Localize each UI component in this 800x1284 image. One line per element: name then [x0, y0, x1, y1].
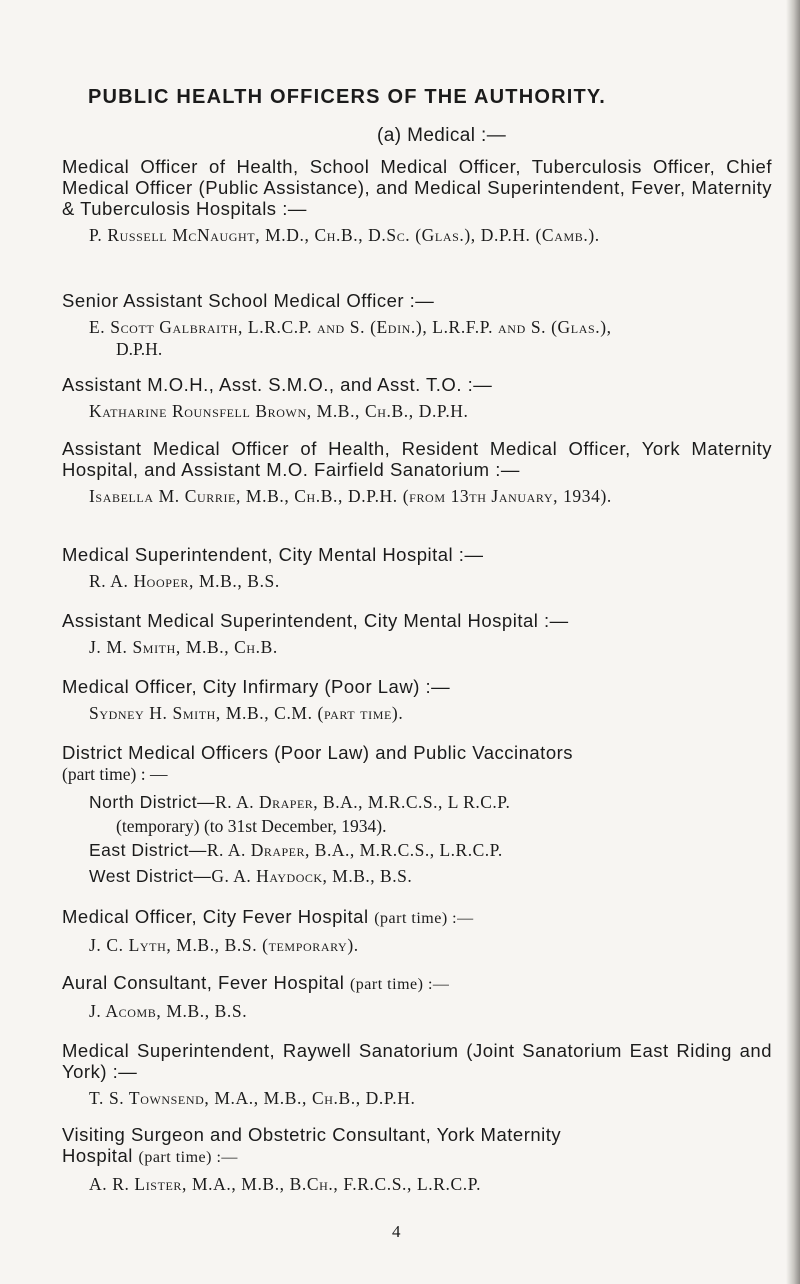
officer-name: E. Scott Galbraith, L.R.C.P. and S. (Edin.), L.R.F.P. and S. (Glas.),	[89, 317, 612, 337]
role-title-note: (part time) :—	[138, 1149, 238, 1166]
entry-medical-officer-of-health	[62, 156, 772, 246]
role-title-note: (part time) :—	[349, 976, 450, 993]
district-label: West District—	[89, 866, 212, 886]
page-title: PUBLIC HEALTH OFFICERS OF THE AUTHORITY.	[88, 86, 606, 108]
role-title-note: (part time) : —	[62, 764, 168, 784]
role-title: Medical Superintendent, City Mental Hospital :—	[62, 544, 484, 565]
role-title: Senior Assistant School Medical Officer :—	[62, 290, 435, 311]
entry-assistant-moh	[62, 374, 772, 422]
officer-name: T. S. Townsend, M.A., M.B., Ch.B., D.P.H.	[89, 1088, 416, 1108]
officer-name: Sydney H. Smith, M.B., C.M. (part time).	[89, 703, 404, 723]
district-west	[89, 863, 772, 889]
officer-name: J. C. Lyth, M.B., B.S. (temporary).	[89, 935, 359, 955]
role-title	[62, 676, 772, 697]
role-title-main: Hospital	[62, 1145, 133, 1166]
officer-name: R. A. Hooper, M.B., B.S.	[89, 571, 280, 591]
officer-name: Katharine Rounsfell Brown, M.B., Ch.B., D.P.H.	[89, 401, 469, 421]
district-officer-name: G. A. Haydock, M.B., B.S.	[211, 866, 413, 886]
role-title-main: Medical Officer, City Fever Hospital	[62, 906, 369, 927]
role-title: Visiting Surgeon and Obstetric Consultant, York Maternity	[62, 1124, 562, 1145]
role-title-continued	[62, 1145, 772, 1168]
district-label: East District—	[89, 840, 207, 860]
entry-senior-assistant-school-medical-officer	[62, 290, 772, 360]
district-east	[89, 837, 772, 863]
entry-aural-consultant	[62, 972, 772, 1022]
role-title: Assistant Medical Superintendent, City Mental Hospital :—	[62, 610, 569, 631]
district-label: North District—	[89, 792, 216, 812]
district-north	[89, 789, 772, 837]
entry-raywell-sanatorium	[62, 1040, 772, 1109]
role-title-note: (part time) :—	[374, 910, 474, 927]
role-title: District Medical Officers (Poor Law) and Public Vaccinators	[62, 742, 574, 763]
entry-medical-superintendent-mental-hospital	[62, 544, 772, 592]
entry-assistant-medical-superintendent	[62, 610, 772, 658]
officer-name: P. Russell McNaught, M.D., Ch.B., D.Sc. (Glas.), D.P.H. (Camb.).	[89, 225, 600, 245]
officer-name: Isabella M. Currie, M.B., Ch.B., D.P.H. (from 13th January, 1934).	[89, 486, 612, 506]
district-officer-name: R. A. Draper, B.A., M.R.C.S., L R.C.P.	[215, 792, 511, 812]
district-officer-note: (temporary) (to 31st December, 1934).	[116, 816, 387, 836]
officer-qualification-continued: D.P.H.	[116, 339, 163, 359]
role-title	[62, 906, 772, 929]
role-title: Medical Superintendent, Raywell Sanatorium (Joint Sanatorium East Riding and York) :—	[62, 1040, 772, 1082]
role-title-main: Aural Consultant, Fever Hospital	[62, 972, 345, 993]
entry-district-medical-officers	[62, 742, 772, 889]
officer-name: A. R. Lister, M.A., M.B., B.Ch., F.R.C.S., L.R.C.P.	[89, 1174, 482, 1194]
role-title: Medical Officer of Health, School Medical Officer, Tuberculosis Officer, Chief Medical Officer (Public Assistance), and Medical Superintendent, Fever, Maternity & Tuberculosis Hospitals :—	[62, 156, 772, 219]
section-subtitle: (a) Medical :—	[377, 125, 507, 146]
entry-visiting-surgeon	[62, 1124, 772, 1195]
role-title: Assistant Medical Officer of Health, Resident Medical Officer, York Maternity Hospital, and Assistant M.O. Fairfield Sanatorium :—	[62, 438, 772, 480]
officer-name: J. M. Smith, M.B., Ch.B.	[89, 637, 278, 657]
officer-name: J. Acomb, M.B., B.S.	[89, 1001, 248, 1021]
entry-medical-officer-city-infirmary	[62, 676, 772, 724]
role-title: Assistant M.O.H., Asst. S.M.O., and Asst. T.O. :—	[62, 374, 493, 395]
role-title-main: Medical Officer, City Infirmary	[62, 676, 319, 697]
entry-assistant-medical-officer-of-health	[62, 438, 772, 507]
page-number: 4	[392, 1222, 401, 1241]
role-title-note: (Poor Law) :—	[324, 676, 451, 697]
role-title	[62, 972, 772, 995]
entry-medical-officer-fever-hospital	[62, 906, 772, 956]
district-officer-name: R. A. Draper, B.A., M.R.C.S., L.R.C.P.	[206, 840, 503, 860]
page-edge-shadow	[786, 0, 800, 1284]
